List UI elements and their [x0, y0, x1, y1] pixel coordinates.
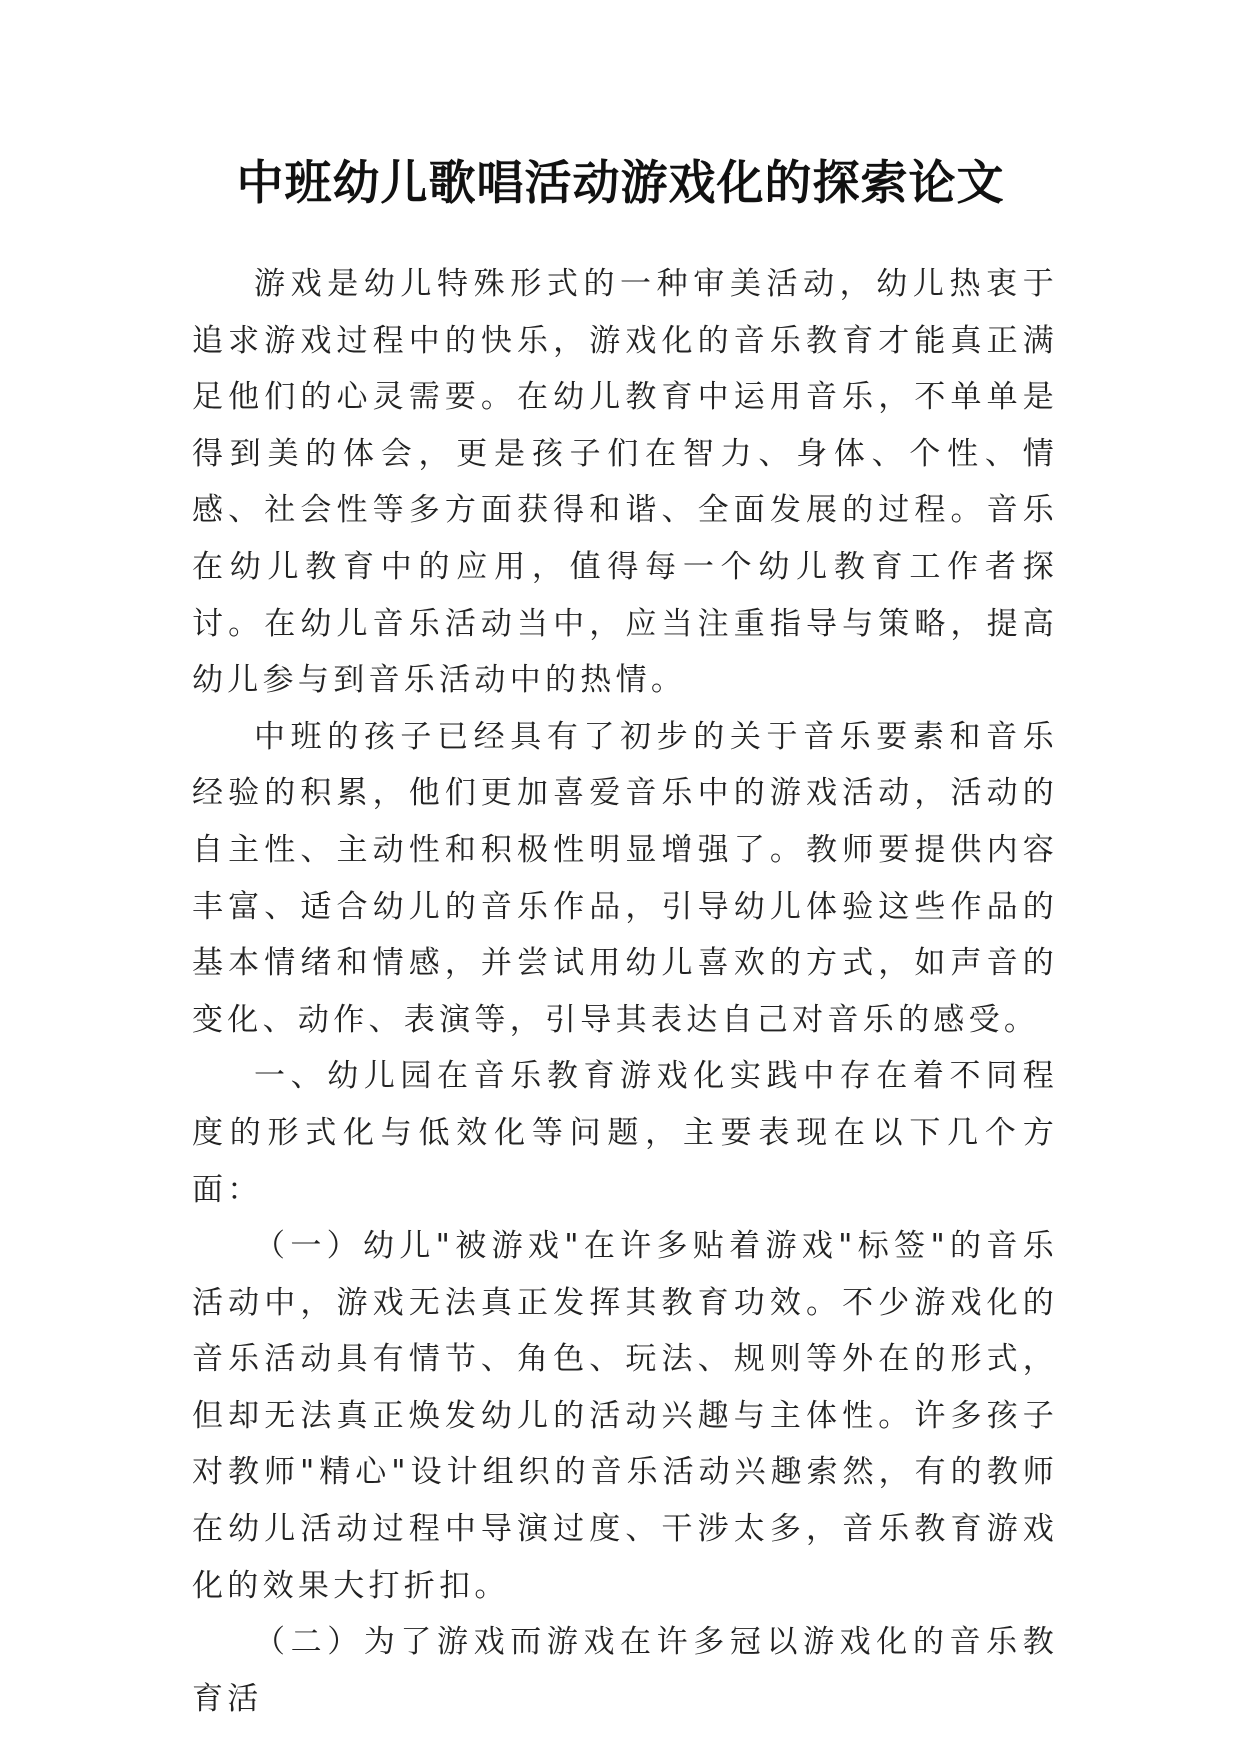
paragraph-intro: 游戏是幼儿特殊形式的一种审美活动，幼儿热衷于追求游戏过程中的快乐，游戏化的音乐教育才能真正满足他们的心灵需要。在幼儿教育中运用音乐，不单单是得到美的体会，更是孩子们在智力、身体、个性、情感、社会性等多方面获得和谐、全面发展的过程。音乐在幼儿教育中的应用，值得每一个幼儿教育工作者探讨。在幼儿音乐活动当中，应当注重指导与策略，提高幼儿参与到音乐活动中的热情。: [192, 266, 1058, 699]
paragraph-subsection-two: （二）为了游戏而游戏在许多冠以游戏化的音乐教育活: [192, 1624, 1058, 1717]
document-body: [192, 256, 1058, 1727]
document-title: 中班幼儿歌唱活动游戏化的探索论文: [236, 156, 1005, 211]
paragraph-subsection-one: （一）幼儿"被游戏"在许多贴着游戏"标签"的音乐活动中，游戏无法真正发挥其教育功效。不少游戏化的音乐活动具有情节、角色、玩法、规则等外在的形式，但却无法真正焕发幼儿的活动兴趣与主体性。许多孩子对教师"精心"设计组织的音乐活动兴趣索然，有的教师在幼儿活动过程中导演过度、干涉太多，音乐教育游戏化的效果大打折扣。: [192, 1228, 1058, 1604]
paragraph-section-one-heading: 一、幼儿园在音乐教育游戏化实践中存在着不同程度的形式化与低效化等问题，主要表现在以下几个方面：: [192, 1058, 1058, 1208]
paragraph-middle-class: 中班的孩子已经具有了初步的关于音乐要素和音乐经验的积累，他们更加喜爱音乐中的游戏活动，活动的自主性、主动性和积极性明显增强了。教师要提供内容丰富、适合幼儿的音乐作品，引导幼儿体验这些作品的基本情绪和情感，并尝试用幼儿喜欢的方式，如声音的变化、动作、表演等，引导其表达自己对音乐的感受。: [192, 718, 1058, 1038]
